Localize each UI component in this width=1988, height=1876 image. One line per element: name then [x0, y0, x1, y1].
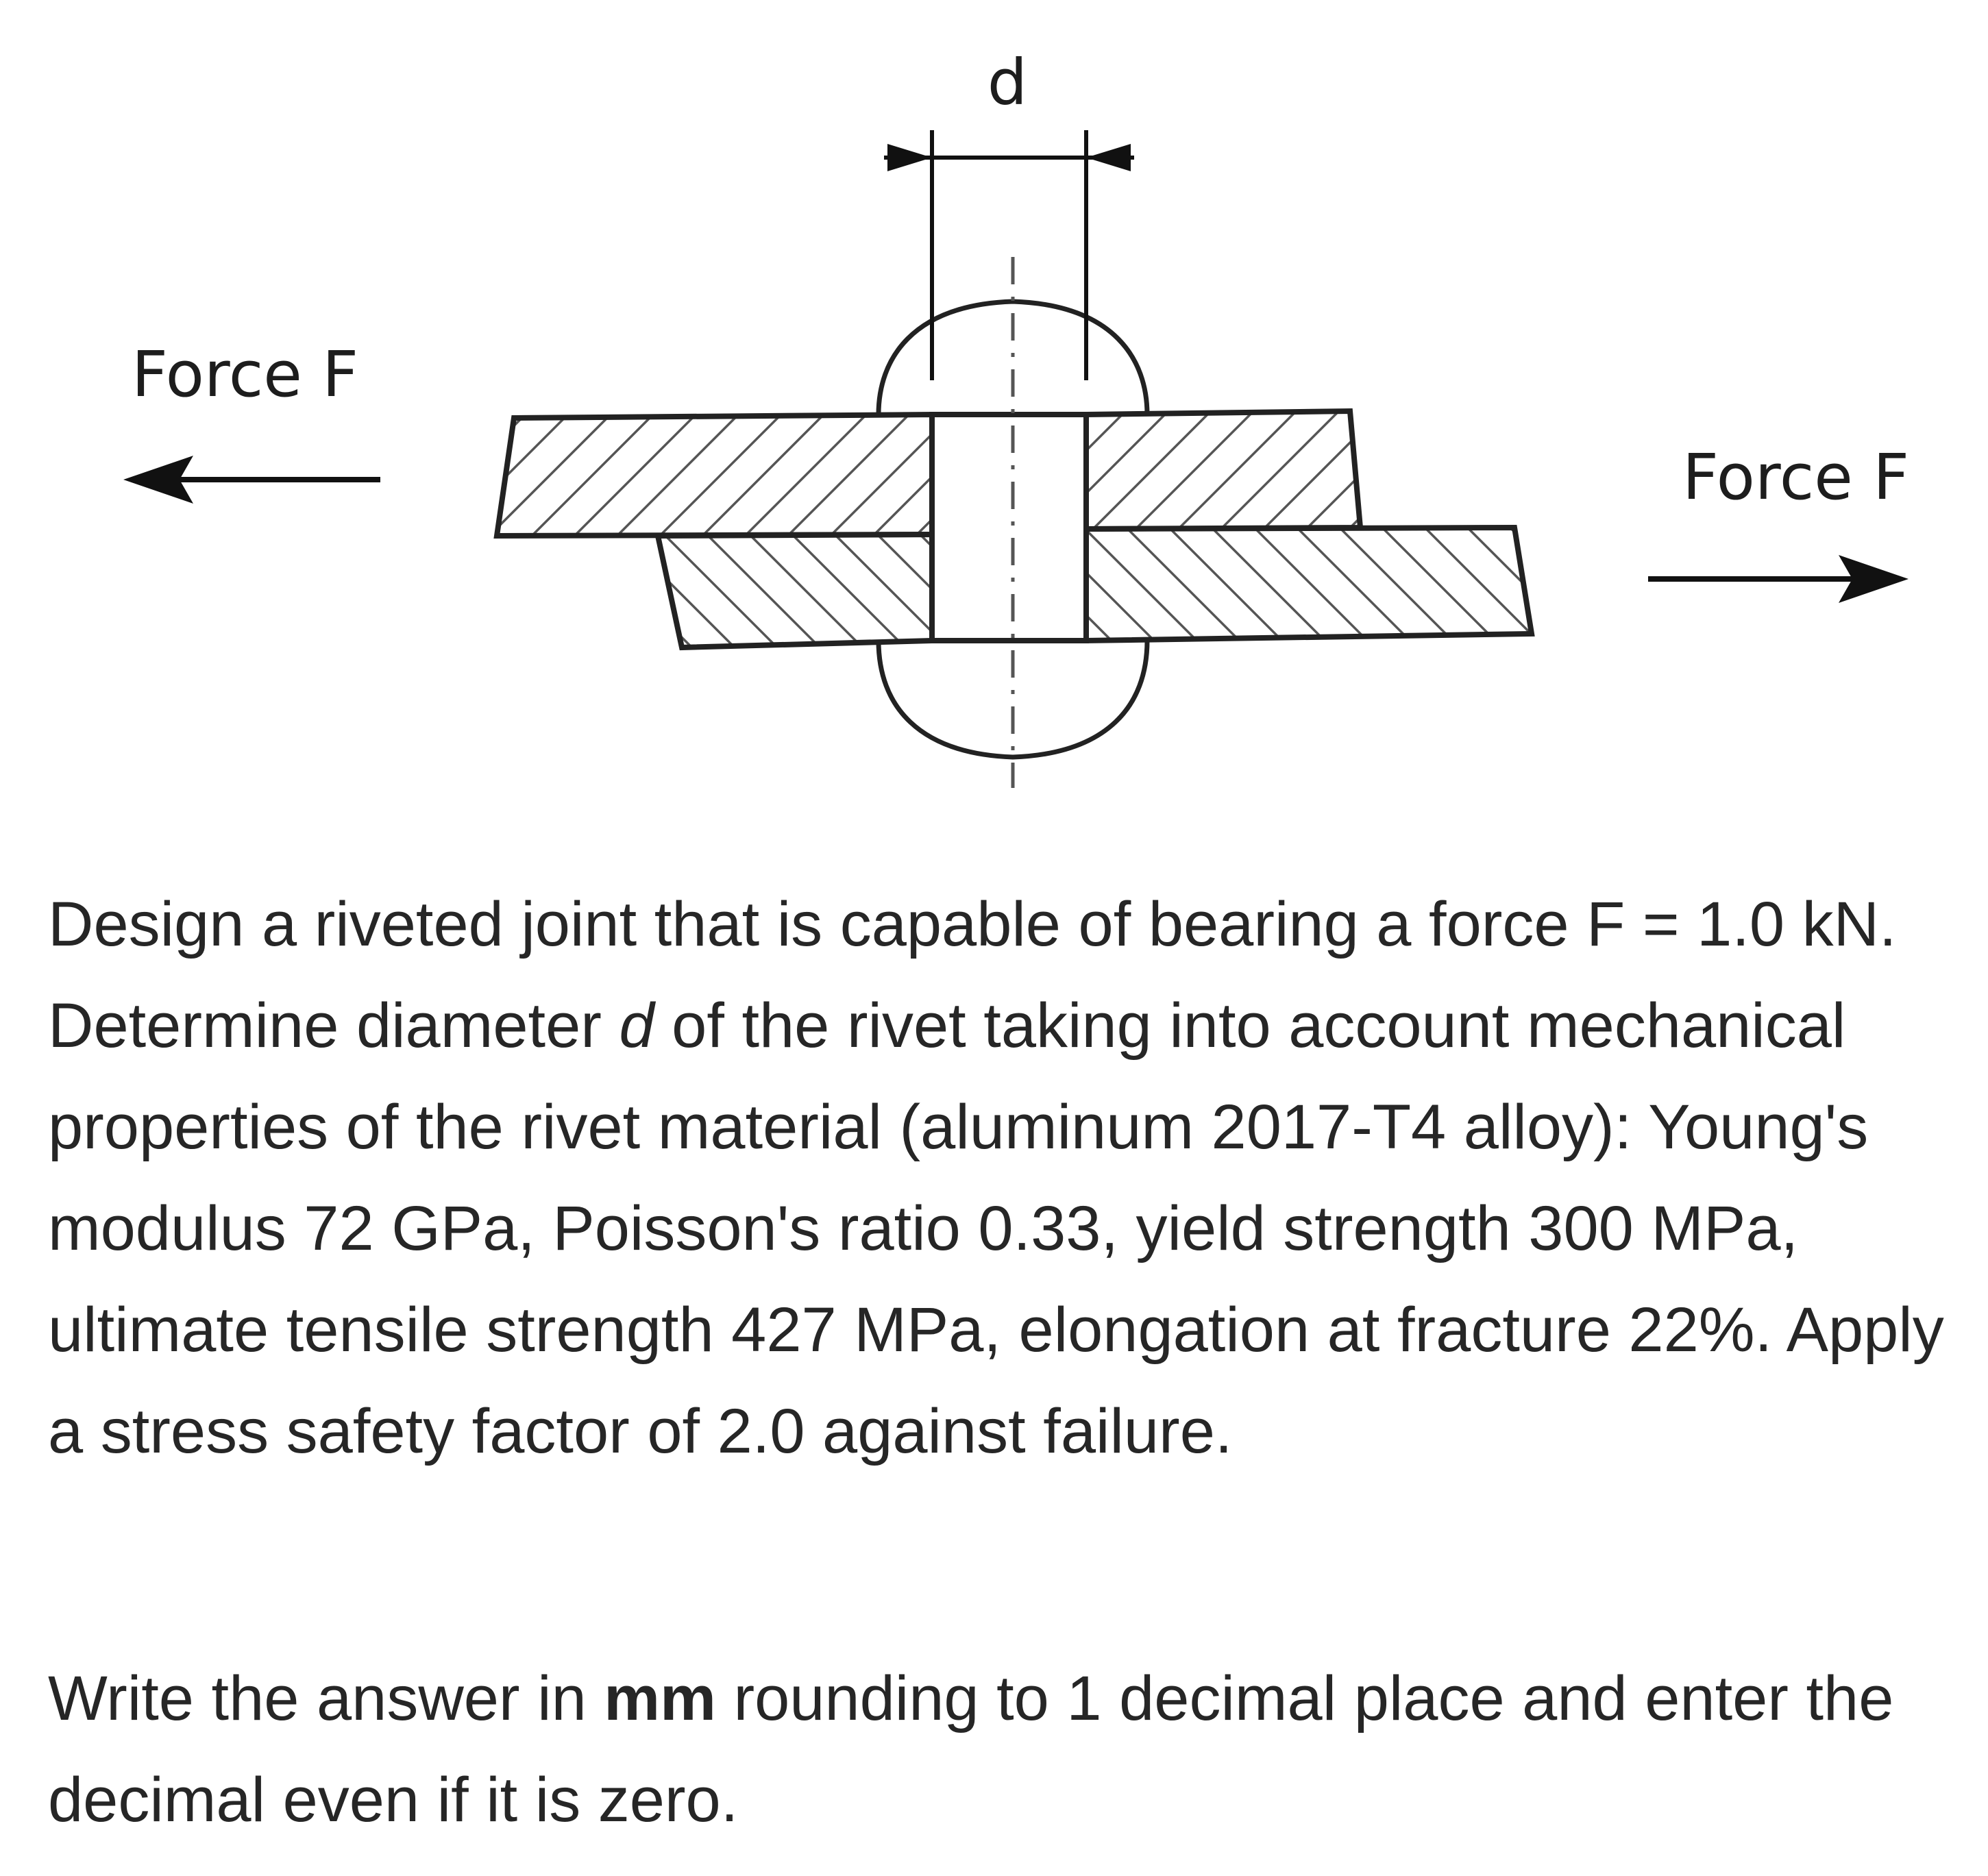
instruction-text-rest: rounding to 1 decimal place and enter the decimal even if it is zero. — [48, 1664, 1894, 1835]
problem-text-rest: of the rivet taking into account mechanical properties of the rivet material (aluminum 2017-T4 alloy): Young's modulus 72 GPa, Poisson's ratio 0.33, yield strength 300 MPa, ultimate tensile strength 427 MPa, elongation at fracture 22%. Apply a stress safety factor of 2.0 against failure. — [48, 991, 1944, 1466]
lower-plate-left — [658, 534, 932, 647]
riveted-joint-diagram — [0, 0, 1988, 809]
left-force-label: Force F — [132, 338, 359, 411]
lower-plate-right — [1086, 528, 1532, 641]
dimension-arrow-right — [1086, 144, 1131, 171]
dimension-label: d — [987, 46, 1028, 119]
dimension-arrow-left — [887, 144, 932, 171]
upper-plate-right — [1086, 411, 1360, 529]
problem-statement — [48, 874, 1980, 1482]
answer-unit: mm — [604, 1664, 716, 1733]
rivet-shank — [932, 415, 1086, 641]
diameter-variable: d — [619, 991, 654, 1061]
right-force-label: Force F — [1682, 441, 1910, 514]
upper-plate-left — [497, 415, 932, 536]
instruction-text-start: Write the answer in — [48, 1664, 604, 1733]
answer-instructions — [48, 1648, 1980, 1851]
problem-text-start: Design a riveted joint that is capable of bearing a force F = 1.0 kN. Determine diameter — [48, 889, 1897, 1061]
